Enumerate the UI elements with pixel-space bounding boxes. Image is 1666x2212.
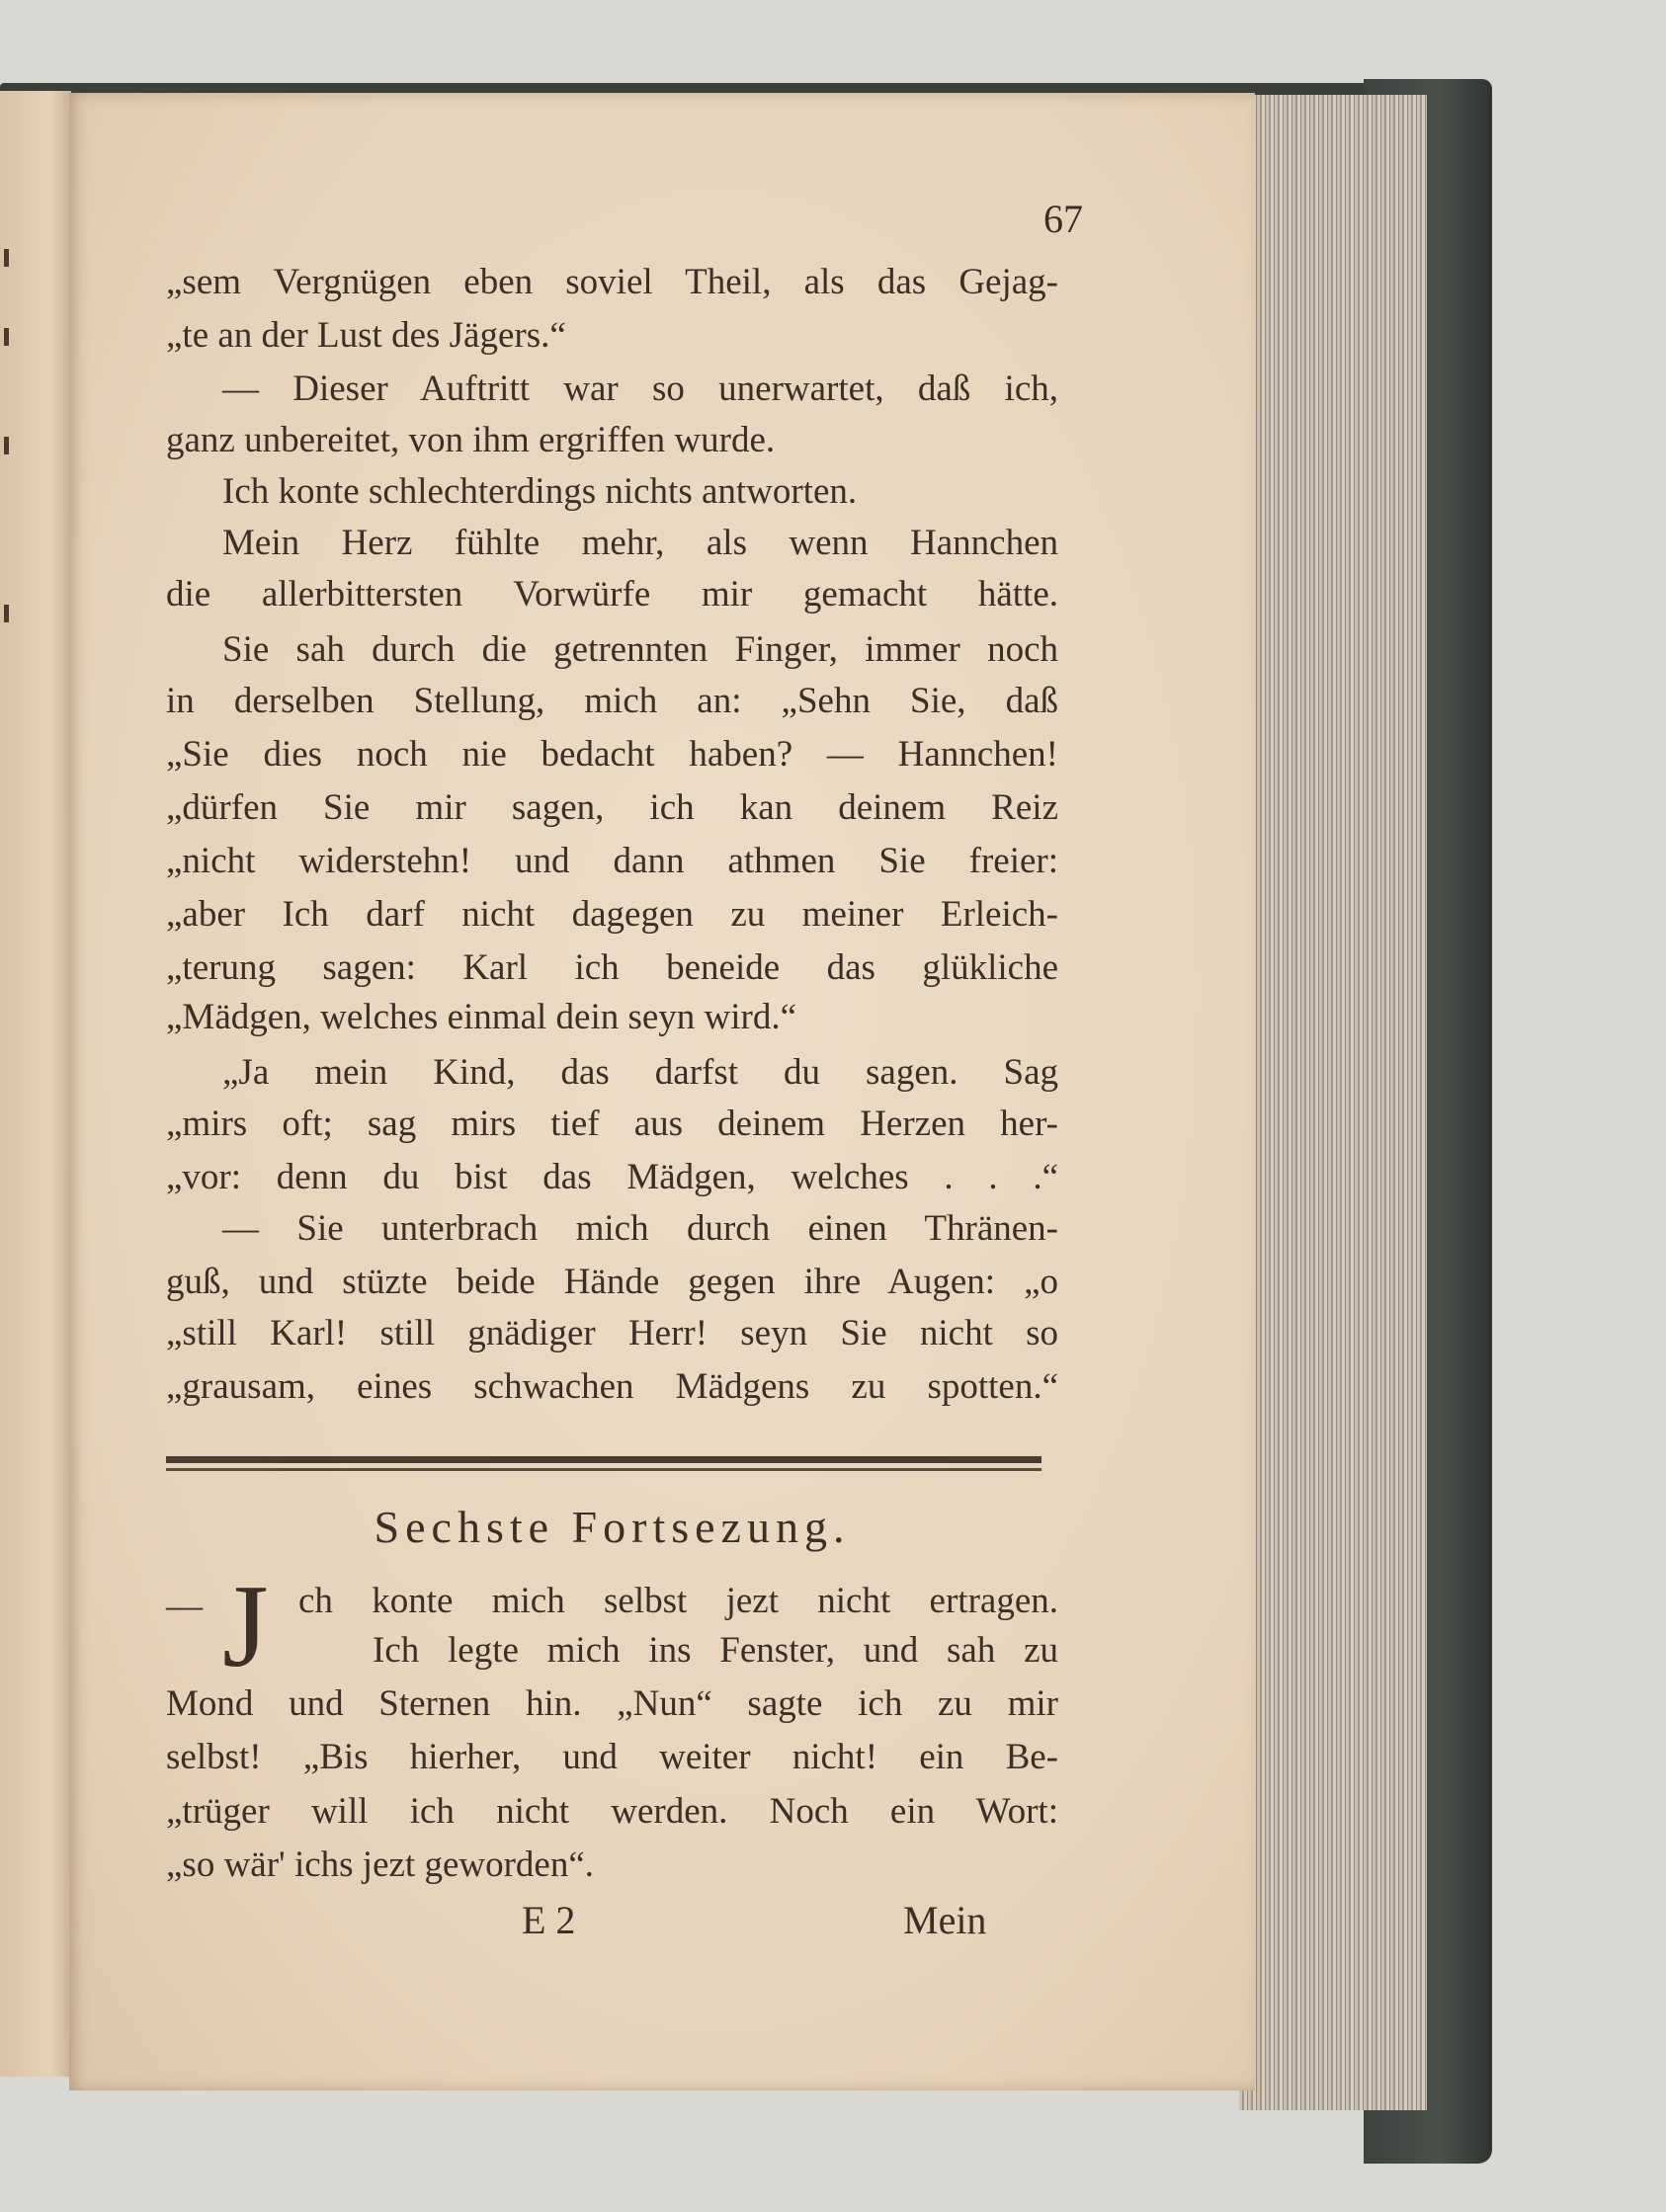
text-line: ch konte mich selbst jezt nicht ertragen. (298, 1581, 1058, 1621)
text-line: „aber Ich darf nicht dagegen zu meiner Erleich- (166, 894, 1058, 935)
signature-mark: E 2 (522, 1898, 576, 1942)
text-line: „Mädgen, welches einmal dein seyn wird.“ (166, 997, 797, 1037)
left-page-text-fragment (4, 437, 9, 454)
text-line: „Ja mein Kind, das darfst du sagen. Sag (222, 1052, 1058, 1093)
text-line: „grausam, eines schwachen Mädgens zu spotten.“ (166, 1366, 1058, 1407)
left-page-text-fragment (4, 605, 9, 622)
text-line: „nicht widerstehn! und dann athmen Sie freier: (166, 841, 1058, 881)
opening-dash: — (166, 1586, 203, 1626)
text-line: „trüger will ich nicht werden. Noch ein Wort: (166, 1791, 1058, 1832)
catchword: Mein (903, 1898, 987, 1942)
section-heading: Sechste Fortsezung. (374, 1502, 851, 1552)
text-line: selbst! „Bis hierher, und weiter nicht! ein Be- (166, 1737, 1058, 1777)
text-line: Sie sah durch die getrennten Finger, immer noch (222, 629, 1058, 670)
text-line: „so wär' ichs jezt geworden“. (166, 1844, 595, 1885)
page-number: 67 (1043, 197, 1083, 241)
left-page-edge (0, 91, 71, 2077)
text-line: in derselben Stellung, mich an: „Sehn Sie, daß (166, 681, 1058, 721)
text-line: Ich legte mich ins Fenster, und sah zu (373, 1630, 1058, 1671)
text-line: Mein Herz fühlte mehr, als wenn Hannchen (222, 523, 1058, 563)
section-divider-thin (166, 1468, 1041, 1471)
text-line: „terung sagen: Karl ich beneide das glükliche (166, 947, 1058, 988)
text-line: „mirs oft; sag mirs tief aus deinem Herzen her- (166, 1104, 1058, 1144)
section-divider-thick (166, 1456, 1041, 1463)
drop-cap: J (222, 1560, 269, 1691)
text-line: Mond und Sternen hin. „Nun“ sagte ich zu mir (166, 1683, 1058, 1724)
left-page-text-fragment (4, 249, 9, 267)
left-page-text-fragment (4, 328, 9, 346)
text-line: „sem Vergnügen eben soviel Theil, als das Gejag- (166, 262, 1058, 302)
text-line: „still Karl! still gnädiger Herr! seyn Sie nicht so (166, 1313, 1058, 1353)
text-line: ganz unbereitet, von ihm ergriffen wurde. (166, 420, 776, 460)
text-line: Ich konte schlechterdings nichts antworten. (222, 471, 858, 512)
page-fore-edge (1239, 95, 1427, 2110)
text-line: „te an der Lust des Jägers.“ (166, 315, 566, 356)
text-line: die allerbittersten Vorwürfe mir gemacht hätte. (166, 574, 1058, 614)
text-line: „vor: denn du bist das Mädgen, welches . . .“ (166, 1157, 1058, 1197)
text-line: — Sie unterbrach mich durch einen Thränen- (222, 1208, 1058, 1249)
text-line: guß, und stüzte beide Hände gegen ihre Augen: „o (166, 1262, 1058, 1302)
book-page (69, 93, 1255, 2090)
text-line: — Dieser Auftritt war so unerwartet, daß ich, (222, 369, 1058, 409)
text-line: „Sie dies noch nie bedacht haben? — Hannchen! (166, 734, 1058, 775)
text-line: „dürfen Sie mir sagen, ich kan deinem Reiz (166, 787, 1058, 828)
